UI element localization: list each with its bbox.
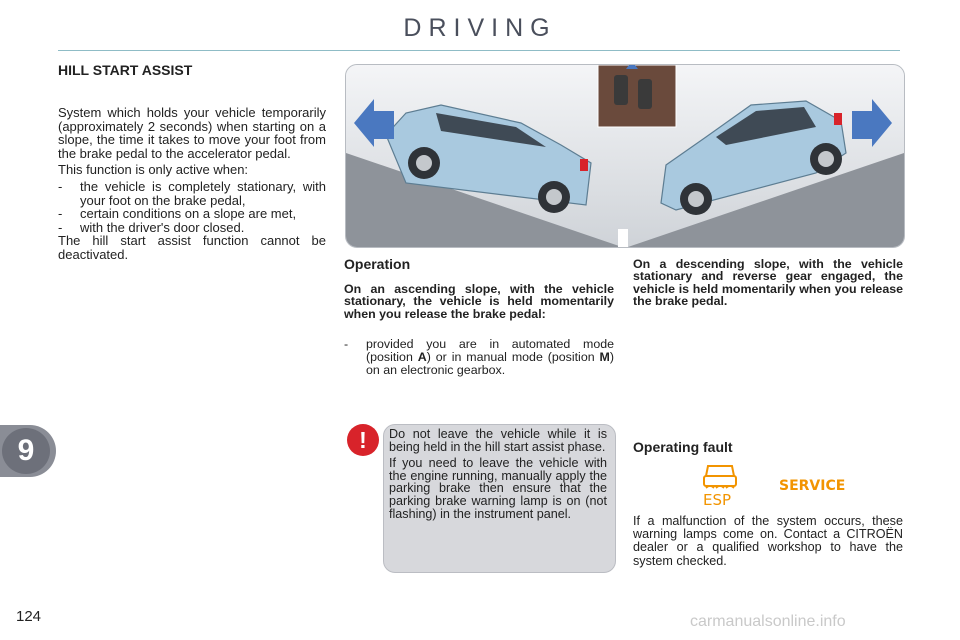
section-heading: HILL START ASSIST bbox=[58, 62, 193, 78]
service-warning-icon: SERVICE bbox=[779, 478, 846, 494]
left-column bbox=[58, 106, 326, 265]
ascending-text: On an ascending slope, with the vehicle stationary, the vehicle is held momentarily when you release the brake pedal: bbox=[344, 282, 614, 321]
operation-heading: Operation bbox=[344, 256, 411, 272]
slope-illustration bbox=[345, 64, 905, 248]
page-number: 124 bbox=[16, 608, 42, 625]
page-title: DRIVING bbox=[403, 14, 557, 42]
position-a-label: A bbox=[417, 350, 427, 364]
pedal-inset bbox=[598, 65, 676, 127]
warning-exclamation-icon: ! bbox=[347, 424, 379, 456]
watermark: carmanualsonline.info bbox=[690, 613, 846, 630]
active-when-text: This function is only active when: bbox=[58, 162, 249, 178]
chapter-number: 9 bbox=[2, 428, 50, 474]
condition-item: - certain conditions on a slope are met, bbox=[58, 206, 297, 222]
slope-illustration-svg bbox=[346, 65, 904, 247]
warning-text: Do not leave the vehicle while it is being held in the hill start assist phase. If you need to leave the vehicle with the engine running, manually apply the parking brake then ensure that the parking brake warning lamp is on (not flashing) in the instrument panel. bbox=[389, 427, 607, 521]
fault-text: If a malfunction of the system occurs, these warning lamps come on. Contact a CITROËN dealer or a qualified workshop to have the system checked. bbox=[633, 514, 903, 568]
condition-item: - the vehicle is completely stationary, with your foot on the brake pedal, bbox=[58, 178, 326, 208]
deactivation-text: The hill start assist function cannot be deactivated. bbox=[58, 233, 326, 262]
header-rule bbox=[58, 50, 900, 51]
position-m-label: M bbox=[599, 350, 610, 364]
ascending-list-item: - provided you are in automated mode (position A) or in manual mode (position M) on an electronic gearbox. bbox=[344, 337, 614, 377]
descending-text: On a descending slope, with the vehicle stationary and reverse gear engaged, the vehicle is held momentarily when you release the brake pedal. bbox=[633, 257, 903, 309]
esp-label: ESP bbox=[703, 491, 732, 509]
condition-item: - with the driver's door closed. bbox=[58, 219, 245, 235]
intro-text: System which holds your vehicle temporarily (approximately 2 seconds) when starting on a slope, the time it takes to move your foot from the brake pedal to the accelerator pedal. bbox=[58, 105, 326, 161]
fault-heading: Operating fault bbox=[633, 439, 733, 455]
